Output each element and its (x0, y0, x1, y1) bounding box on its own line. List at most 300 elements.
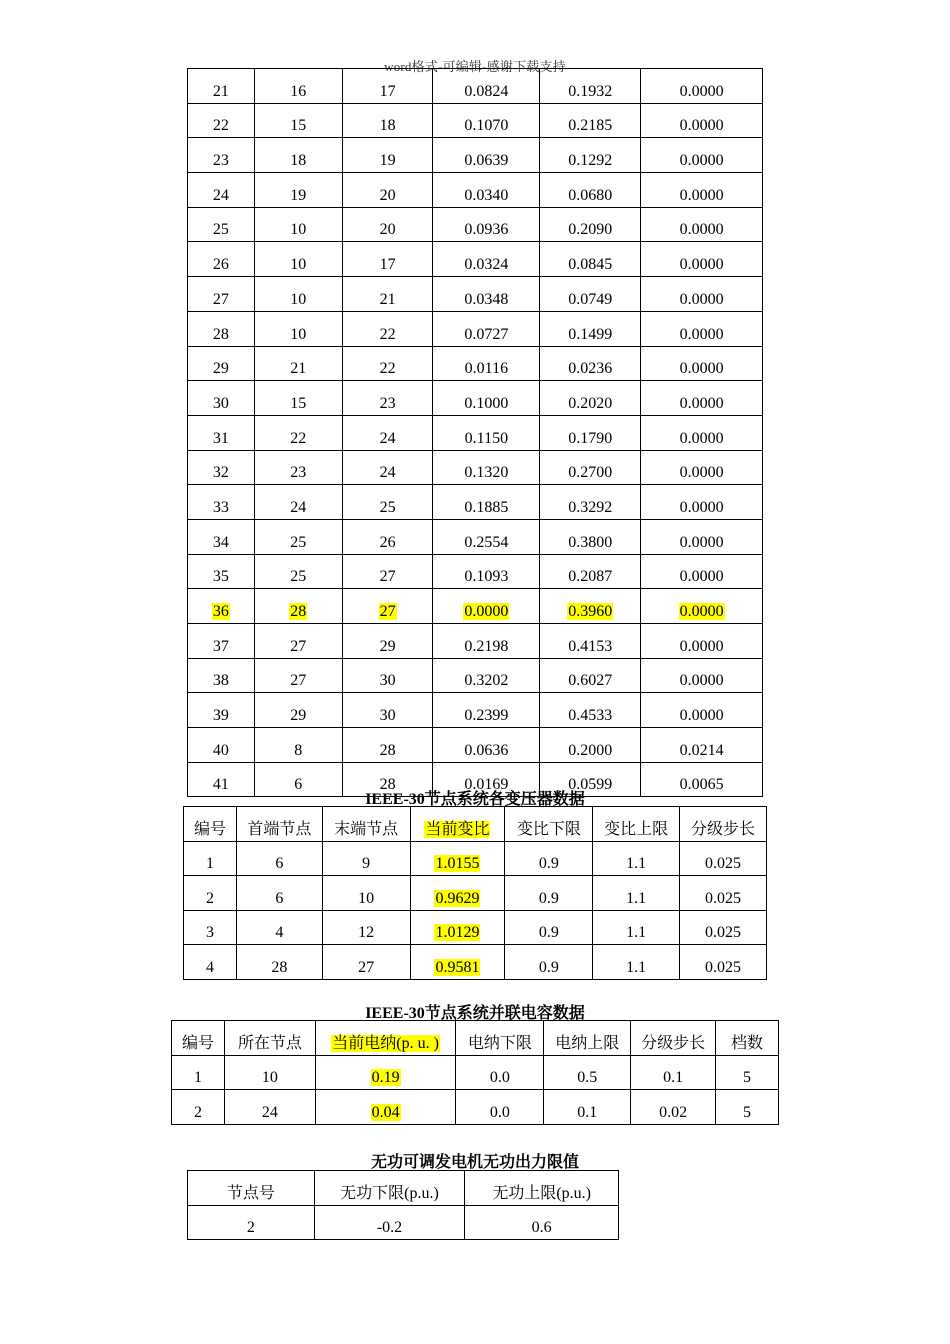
table-cell (433, 138, 540, 173)
cell-text: 18 (379, 117, 396, 135)
table-cell (631, 1090, 716, 1125)
cell-text: 32 (212, 464, 229, 482)
table-row (188, 415, 763, 450)
cell-text: 0.0348 (464, 290, 509, 308)
table-cell (410, 807, 505, 842)
table-cell (188, 173, 255, 208)
table-cell (254, 173, 342, 208)
cell-text: 15 (290, 394, 307, 412)
table-row (188, 519, 763, 554)
table-cell (254, 138, 342, 173)
table-cell (188, 485, 255, 520)
cell-text: 0.9629 (435, 889, 480, 907)
table-cell (540, 624, 641, 659)
table-cell (188, 554, 255, 589)
table-cell (188, 277, 255, 312)
table-cell (641, 554, 763, 589)
table-cell (315, 1055, 456, 1090)
table-cell (342, 554, 433, 589)
table-cell (342, 138, 433, 173)
table-cell (540, 519, 641, 554)
cell-text: 0.6027 (568, 672, 613, 690)
table-cell (410, 876, 505, 911)
table-cell (342, 485, 433, 520)
cell-text: 12 (358, 924, 375, 941)
table-cell (315, 1090, 456, 1125)
table-cell (641, 450, 763, 485)
cell-text: 编号 (193, 820, 226, 838)
cell-text: 22 (290, 429, 307, 447)
cell-text: 22 (379, 325, 396, 343)
cell-text: 27 (290, 637, 307, 655)
cell-text: 1.1 (626, 958, 647, 976)
table-cell (342, 381, 433, 416)
cell-text: 0.1499 (568, 325, 613, 343)
table-cell (433, 624, 540, 659)
table-cell (641, 311, 763, 346)
table-cell (433, 242, 540, 277)
table-cell (433, 103, 540, 138)
table-cell (540, 450, 641, 485)
cell-text: 0.2554 (464, 533, 509, 551)
cell-text: 26 (212, 256, 229, 274)
table-cell (188, 207, 255, 242)
table-row (184, 876, 767, 911)
cell-text: 28 (271, 958, 288, 976)
table-cell (456, 1055, 544, 1090)
cell-text: 0.0000 (679, 603, 724, 620)
cell-text: 0.04 (371, 1103, 400, 1121)
table-cell (433, 69, 540, 104)
cell-text: 0.0000 (679, 152, 724, 170)
table-cell (505, 807, 593, 842)
table-cell (188, 450, 255, 485)
table-row (188, 173, 763, 208)
cell-text: 0.3292 (568, 498, 613, 516)
table-cell (433, 658, 540, 693)
table-cell (593, 876, 680, 911)
cell-text: 0.9 (538, 958, 559, 976)
table-cell (342, 311, 433, 346)
cell-text: 所在节点 (237, 1034, 302, 1052)
generator-table-title: 无功可调发电机无功出力限值 (370, 1154, 579, 1171)
cell-text: 26 (379, 533, 396, 551)
cell-text: 0.9581 (435, 958, 480, 976)
table-cell (342, 242, 433, 277)
cell-text: 0.0749 (568, 290, 613, 308)
cell-text: 首端节点 (247, 820, 312, 838)
cell-text: 5 (743, 1103, 752, 1121)
cell-text: 0.9 (538, 924, 559, 941)
cell-text: 29 (212, 360, 229, 378)
cell-text: 编号 (181, 1034, 214, 1052)
cell-text: 0.1885 (464, 498, 509, 516)
cell-text: 1.0155 (435, 855, 480, 872)
table-cell (188, 69, 255, 104)
table-row (188, 658, 763, 693)
cell-text: 0.0236 (568, 360, 613, 378)
table-cell (172, 1090, 225, 1125)
cell-text: 0.1093 (464, 568, 509, 586)
cell-text: 0.0 (489, 1103, 510, 1121)
table-cell (641, 242, 763, 277)
table-cell (641, 415, 763, 450)
table-cell (716, 1055, 779, 1090)
table-cell (188, 589, 255, 624)
table-row (188, 138, 763, 173)
table-cell (544, 1090, 631, 1125)
cell-text: 2 (246, 1219, 255, 1236)
table-cell (254, 728, 342, 763)
table-cell (433, 519, 540, 554)
cell-text: 34 (212, 533, 229, 551)
table-cell (593, 807, 680, 842)
table-cell (641, 138, 763, 173)
table-cell (188, 242, 255, 277)
table-cell (342, 519, 433, 554)
cell-text: 9 (362, 855, 371, 872)
cell-text: 0.0000 (679, 186, 724, 204)
cell-text: 0.0000 (464, 603, 509, 620)
cell-text: 23 (290, 464, 307, 482)
table-cell (224, 1090, 315, 1125)
cell-text: 无功上限(p.u.) (492, 1184, 591, 1202)
table-cell (433, 693, 540, 728)
table-row (188, 311, 763, 346)
table-cell (540, 346, 641, 381)
transformer-data-table (183, 806, 767, 980)
table-cell (314, 1171, 465, 1206)
table-cell (540, 277, 641, 312)
header-watermark: word格式-可编辑-感谢下载支持 (384, 59, 566, 74)
cell-text: 40 (212, 741, 229, 759)
cell-text: 27 (212, 290, 229, 308)
table-cell (236, 945, 322, 980)
table-cell (593, 945, 680, 980)
cell-text: 0.0936 (464, 221, 509, 239)
table-cell (342, 450, 433, 485)
table-cell (540, 242, 641, 277)
cell-text: 21 (212, 82, 229, 100)
cell-text: 0.6 (531, 1219, 552, 1236)
cell-text: 20 (379, 221, 396, 239)
cell-text: 30 (379, 707, 396, 725)
cell-text: 0.0340 (464, 186, 509, 204)
cell-text: 0.2185 (568, 117, 613, 135)
table-row (188, 207, 763, 242)
table-row (188, 485, 763, 520)
table-cell (540, 589, 641, 624)
cell-text: 38 (212, 672, 229, 690)
table-cell (314, 1205, 465, 1240)
cell-text: 27 (379, 568, 396, 586)
table-row (188, 1205, 619, 1240)
cell-text: 20 (379, 186, 396, 204)
table-cell (322, 876, 410, 911)
cell-text: 1 (193, 1069, 202, 1086)
table-cell (465, 1205, 619, 1240)
cell-text: 档数 (731, 1034, 764, 1052)
table-cell (236, 841, 322, 876)
table-cell (540, 311, 641, 346)
table-cell (188, 103, 255, 138)
table-cell (540, 69, 641, 104)
cell-text: 29 (290, 707, 307, 725)
table-cell (433, 346, 540, 381)
table-cell (254, 624, 342, 659)
table-cell (254, 485, 342, 520)
cell-text: 0.1790 (568, 429, 613, 447)
cell-text: 分级步长 (691, 820, 756, 838)
table-cell (342, 103, 433, 138)
cell-text: 0.2020 (568, 394, 613, 412)
table-cell (184, 876, 237, 911)
cell-text: 0.025 (705, 924, 742, 941)
cell-text: 0.0824 (464, 82, 509, 100)
table-cell (433, 277, 540, 312)
table-cell (188, 624, 255, 659)
cell-text: 28 (379, 741, 396, 759)
table-cell (236, 876, 322, 911)
cell-text: 0.1070 (464, 117, 509, 135)
cell-text: 39 (212, 707, 229, 725)
cell-text: 25 (379, 498, 396, 516)
cell-text: 0.025 (705, 958, 742, 976)
table-row (184, 910, 767, 945)
table-cell (641, 728, 763, 763)
table-cell (641, 589, 763, 624)
cell-text: 0.0000 (679, 82, 724, 100)
cell-text: 10 (290, 325, 307, 343)
cell-text: 24 (290, 498, 307, 516)
cell-text: 0.0845 (568, 256, 613, 274)
table-cell (188, 519, 255, 554)
table-cell (188, 138, 255, 173)
capacitor-data-table (171, 1020, 779, 1125)
cell-text: 30 (379, 672, 396, 690)
cell-text: 0.0000 (679, 707, 724, 725)
cell-text: 17 (379, 256, 396, 274)
table-cell (188, 1171, 315, 1206)
table-cell (540, 554, 641, 589)
cell-text: 41 (212, 776, 229, 794)
cell-text: 0.5 (577, 1069, 598, 1086)
cell-text: 24 (379, 464, 396, 482)
table-row (188, 69, 763, 104)
transformer-table-title: IEEE-30节点系统各变压器数据 (365, 791, 585, 808)
table-cell (184, 807, 237, 842)
table-cell (254, 69, 342, 104)
table-cell (641, 346, 763, 381)
table-cell (544, 1021, 631, 1056)
cell-text: 0.3202 (464, 672, 509, 690)
table-cell (540, 693, 641, 728)
cell-text: 0.2090 (568, 221, 613, 239)
cell-text: 18 (290, 152, 307, 170)
cell-text: 25 (212, 221, 229, 239)
table-cell (254, 450, 342, 485)
cell-text: 1 (205, 855, 214, 872)
table-row (172, 1055, 779, 1090)
table-cell (254, 311, 342, 346)
cell-text: 27 (358, 958, 375, 976)
table-row (188, 103, 763, 138)
cell-text: 29 (379, 637, 396, 655)
cell-text: 0.0000 (679, 394, 724, 412)
table-cell (322, 910, 410, 945)
table-cell (433, 589, 540, 624)
table-cell (254, 693, 342, 728)
cell-text: 22 (379, 360, 396, 378)
table-cell (410, 945, 505, 980)
table-cell (254, 277, 342, 312)
cell-text: 分级步长 (641, 1034, 706, 1052)
table-cell (465, 1171, 619, 1206)
cell-text: 无功下限(p.u.) (340, 1184, 439, 1202)
table-cell (680, 876, 767, 911)
table-cell (433, 173, 540, 208)
cell-text: 0.0639 (464, 152, 509, 170)
cell-text: 0.2399 (464, 707, 509, 725)
table-cell (188, 693, 255, 728)
table-row (188, 589, 763, 624)
table-row (188, 450, 763, 485)
cell-text: 0.0324 (464, 256, 509, 274)
table-cell (540, 381, 641, 416)
cell-text: 0.0000 (679, 533, 724, 551)
table-row (188, 346, 763, 381)
cell-text: 24 (261, 1103, 278, 1121)
table-row (188, 381, 763, 416)
cell-text: 10 (290, 290, 307, 308)
cell-text: 1.1 (626, 889, 647, 907)
cell-text: 0.1 (577, 1103, 598, 1121)
cell-text: 30 (212, 394, 229, 412)
cell-text: 21 (379, 290, 396, 308)
table-cell (236, 807, 322, 842)
cell-text: 35 (212, 568, 229, 586)
cell-text: 0.02 (659, 1103, 688, 1121)
table-cell (641, 693, 763, 728)
cell-text: 0.1292 (568, 152, 613, 170)
table-cell (172, 1055, 225, 1090)
table-cell (254, 346, 342, 381)
table-cell (224, 1055, 315, 1090)
cell-text: 0.4533 (568, 707, 613, 725)
table-row (188, 242, 763, 277)
table-cell (433, 207, 540, 242)
table-row (184, 945, 767, 980)
table-cell (342, 69, 433, 104)
cell-text: 6 (275, 889, 284, 907)
table-cell (505, 876, 593, 911)
table-cell (410, 910, 505, 945)
table-row (188, 277, 763, 312)
table-cell (540, 103, 641, 138)
table-cell (593, 910, 680, 945)
table-cell (254, 519, 342, 554)
cell-text: 19 (379, 152, 396, 170)
table-cell (342, 693, 433, 728)
table-cell (433, 450, 540, 485)
table-cell (540, 138, 641, 173)
cell-text: 0.0727 (464, 325, 509, 343)
cell-text: 0.0680 (568, 186, 613, 204)
table-cell (224, 1021, 315, 1056)
table-row (188, 554, 763, 589)
table-cell (433, 485, 540, 520)
cell-text: 0.1150 (464, 429, 509, 447)
cell-text: 变比下限 (516, 820, 581, 838)
table-cell (641, 658, 763, 693)
table-cell (342, 624, 433, 659)
cell-text: 0.2700 (568, 464, 613, 482)
cell-text: 16 (290, 82, 307, 100)
cell-text: 23 (379, 394, 396, 412)
table-cell (433, 728, 540, 763)
cell-text: 0.0000 (679, 672, 724, 690)
cell-text: 33 (212, 498, 229, 516)
table-cell (456, 1021, 544, 1056)
table-cell (188, 728, 255, 763)
table-row (188, 728, 763, 763)
cell-text: 5 (743, 1069, 752, 1086)
cell-text: 2 (205, 889, 214, 907)
cell-text: 当前变比 (425, 820, 490, 838)
cell-text: 8 (294, 741, 303, 759)
table-cell (188, 415, 255, 450)
table-cell (593, 841, 680, 876)
cell-text: 0.0000 (679, 464, 724, 482)
cell-text: 28 (212, 325, 229, 343)
cell-text: 0.3960 (568, 603, 613, 620)
table-row (172, 1090, 779, 1125)
table-cell (322, 945, 410, 980)
cell-text: 电纳下限 (467, 1034, 532, 1052)
cell-text: 变比上限 (604, 820, 669, 838)
header-row (172, 1021, 779, 1056)
cell-text: 19 (290, 186, 307, 204)
table-cell (254, 554, 342, 589)
table-cell (631, 1021, 716, 1056)
table-cell (342, 589, 433, 624)
table-cell (342, 207, 433, 242)
cell-text: 10 (261, 1069, 278, 1086)
cell-text: 17 (379, 82, 396, 100)
table-cell (342, 277, 433, 312)
table-cell (188, 346, 255, 381)
table-cell (505, 841, 593, 876)
cell-text: 25 (290, 533, 307, 551)
cell-text: 0.025 (705, 889, 742, 907)
cell-text: 6 (294, 776, 303, 794)
cell-text: 1.1 (626, 855, 647, 872)
table-cell (188, 658, 255, 693)
table-cell (254, 415, 342, 450)
table-row (188, 693, 763, 728)
table-cell (184, 910, 237, 945)
cell-text: 0.0065 (679, 776, 724, 794)
cell-text: 10 (290, 256, 307, 274)
cell-text: 2 (193, 1103, 202, 1121)
table-cell (172, 1021, 225, 1056)
cell-text: 0.0000 (679, 429, 724, 447)
table-cell (716, 1021, 779, 1056)
cell-text: 0.2000 (568, 741, 613, 759)
cell-text: 10 (358, 889, 375, 907)
cell-text: 0.0000 (679, 221, 724, 239)
cell-text: 28 (379, 776, 396, 794)
